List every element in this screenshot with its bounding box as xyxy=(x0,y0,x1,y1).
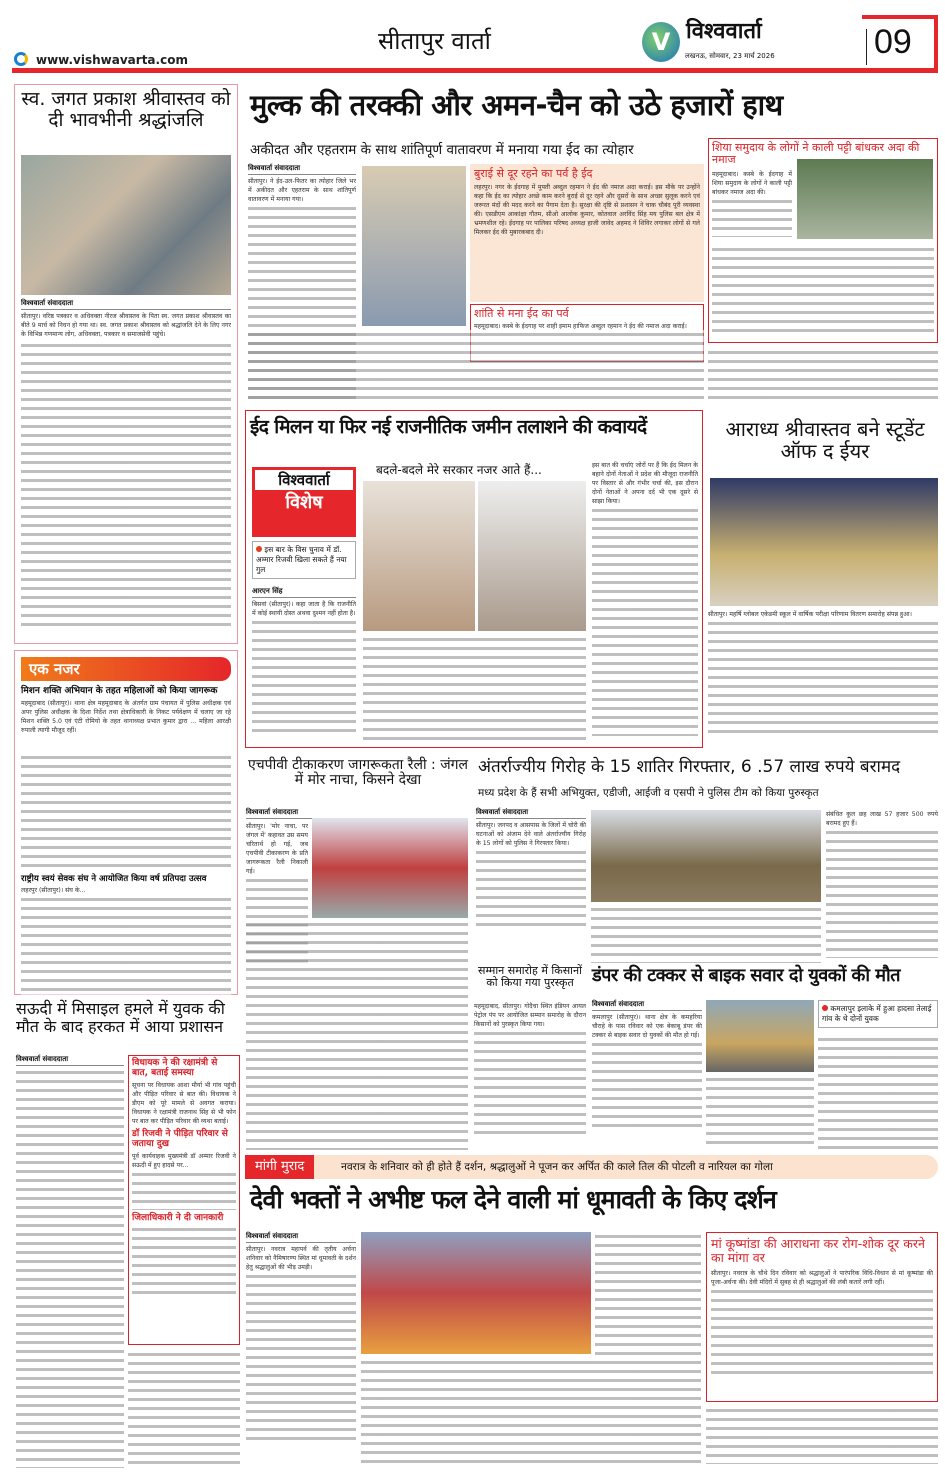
eid-children-photo xyxy=(362,166,466,326)
box-title: बुराई से दूर रहने का पर्व है ईद xyxy=(474,167,593,180)
page-number: 09 xyxy=(874,23,912,61)
article-body-text xyxy=(474,1029,586,1134)
hpv-lead: सीतापुर। 'मोर नाचा, पर जंगल में' कहावत उस समय चरितार्थ हो गई, जब एचपीवी टीकाकरण के प्रति जागरूकता रैली निकाली गई। xyxy=(246,823,308,875)
article-body-text xyxy=(826,828,938,958)
article-body-text xyxy=(712,245,934,335)
gang-subhead: मध्य प्रदेश के हैं सभी अभियुक्त, एडीजी, आईजी व एसपी ने पुलिस टीम को किया पुरुस्कृत xyxy=(478,787,819,799)
sidebar-title: डॉ रिजवी ने पीड़ित परिवार से जताया दुख xyxy=(132,1128,228,1149)
article-body-text xyxy=(706,1406,938,1464)
dumper-lead: कमलापुर (सीतापुर)। थाना क्षेत्र के कमहरिया चौराहे के पास रविवार को एक बेकाबू डंपर की टक्कर से बाइक सवार दो युवकों की मौत हो गई। xyxy=(592,1014,702,1039)
murad-strip xyxy=(245,1155,938,1179)
sidebar-text: सूचना पर विधायक आशा मौर्या भी गांव पहुंची और पीड़ित परिवार से बात की। विधायक ने डीएम को पूरे मामले से अवगत कराया। विधायक ने रक्षामंत्री राजनाथ सिंह से भी फोन पर बात कर पीड़ित परिवार की व्यथा बताई। xyxy=(132,1081,236,1125)
box-text: लहरपुर। नगर के ईदगाह में मुफ्ती अब्दुल रहमान ने ईद की नमाज अदा कराई। इस मौके पर उन्होंने कहा कि ईद का त्योहार अच्छे काम करने बुराई से दूर रहने और दूसरों के साथ अच्छा सुलूक करने एवं जरूरत मंदों की मदद करने का पैगाम देता है। सुरक्षा की दृष्टि से प्रशासन ने चाक चौबंद पूरी व्यवस्था की। एसडीएम आकांक्षा गौतम, सीओ आलोक कुमार, कोतवाल अरविंद सिंह मय पुलिस बल क्षेत्र में भ्रमणशील रहे। ईदगाह पर पालिका परिषद अध्यक्ष हाजी जावेद अहमद ने शिविर लगाकर लोगों से गले मिलकर ईद की मुबारकबाद दी। xyxy=(474,184,700,237)
shia-article xyxy=(708,138,938,343)
tribute-lead: सीतापुर। वरिष्ठ पत्रकार व अधिवक्ता नीरज श्रीवास्तव के पिता स्व. जगत प्रकाश श्रीवास्तव का बीते 9 मार्च को निधन हो गया था। स्व. जगत प्रकाश श्रीवास्तव को श्रद्धांजलि देने के लिए नगर के विभिन्न गणमान्य लोग, अधिवक्ता, पत्रकार व समाजसेवी पहुंचे। xyxy=(21,313,231,338)
sidebar-title: विधायक ने की रक्षामंत्री से बात, बताई समस्या xyxy=(132,1058,218,1078)
article-body-text xyxy=(246,920,468,1150)
paper-name: विश्ववार्ता xyxy=(686,19,762,44)
ek-nazar-item-title: राष्ट्रीय स्वयं सेवक संघ ने आयोजित किया वर्ष प्रतिपदा उत्सव xyxy=(21,873,207,884)
dumper-accident-photo xyxy=(706,1000,814,1072)
gang-side-text: संबंधित कुल छह लाख 57 हजार 500 रुपये बरामद हुए हैं। xyxy=(826,811,938,827)
website-url[interactable]: www.vishwavarta.com xyxy=(36,53,188,67)
bullet-text: कमलापुर इलाके में हुआ हादसा तेलाई गांव के थे दोनों युवक xyxy=(822,1004,932,1023)
shia-prayer-photo xyxy=(797,159,933,239)
article-body-text xyxy=(595,1232,701,1357)
box-text: महमूदाबाद। कस्बे के ईदगाह पर शाही इमाम हाफिज अब्दुल रहमान ने ईद की नमाज अदा कराई। xyxy=(474,323,687,331)
eid-headline: मुल्क की तरक्की और अमन-चैन को उठे हजारों हाथ xyxy=(250,88,783,122)
tribute-article xyxy=(14,84,238,644)
dumper-headline: डंपर की टक्कर से बाइक सवार दो युवकों की मौत xyxy=(592,965,900,986)
bullet-dot-icon xyxy=(822,1005,828,1011)
ek-nazar-label: एक नजर xyxy=(21,657,231,681)
article-body-text xyxy=(361,1358,701,1463)
article-body-text xyxy=(246,1272,356,1442)
article-body-text xyxy=(711,1287,933,1377)
eid-box-burai xyxy=(470,164,704,302)
sidebar-title: जिलाधिकारी ने दी जानकारी xyxy=(132,1212,224,1223)
box-title: शांति से मना ईद का पर्व xyxy=(474,307,569,320)
milan-lead: बिसवां (सीतापुर)। कहा जाता है कि राजनीति में कोई स्थायी दोस्त अथवा दुश्मन नहीं होता है। xyxy=(252,601,356,617)
farmers-lead: महमूदाबाद, सीतापुर। गोदैचा स्थित इंडियन आयल पेट्रोल पंप पर आयोजित सम्मान समारोह के दौरान किसानों को पुरस्कृत किया गया। xyxy=(474,1003,586,1028)
article-body-text xyxy=(708,619,938,739)
article-body-text xyxy=(712,197,792,237)
milan-bullet xyxy=(252,541,356,579)
article-body-text xyxy=(21,753,231,871)
special-brand: विश्ववार्ता xyxy=(255,470,353,490)
student-headline: आराध्य श्रीवास्तव बने स्टूडेंट ऑफ द ईयर xyxy=(725,417,925,463)
milan-photo-2 xyxy=(478,481,586,631)
browser-e-icon xyxy=(14,52,28,66)
ek-nazar-item-text: लहरपुर (सीतापुर)। संघ के... xyxy=(21,887,86,895)
murad-headline: देवी भक्तों ने अभीष्ट फल देने वाली मां धूमावती के किए दर्शन xyxy=(250,1185,776,1214)
paper-logo-icon: V xyxy=(642,22,680,62)
eid-lead: सीतापुर। ने ईद-उल-फितर का त्योहार जिले भर में अकीदत और एहतराम के साथ शांतिपूर्ण वातावरण में मनाया गया। xyxy=(248,178,356,203)
student-lead: सीतापुर। महर्षि ग्लोबल एकेडमी स्कूल में वार्षिक परीक्षा परिणाम वितरण समारोह संपन्न हुआ। xyxy=(708,611,912,618)
hpv-rally-photo xyxy=(312,818,468,918)
hpv-byline: विश्ववार्ता संवाददाता xyxy=(246,808,466,819)
shia-text: महमूदाबाद। कस्बे के ईदगाह में शिया समुदाय के लोगों ने काली पट्टी बांधकर नमाज अदा की। xyxy=(712,171,792,197)
murad-strip-text: नवरात्र के शनिवार को ही होते हैं दर्शन, श्रद्धालुओं ने पूजन कर अर्पित की काले तिल की पोटली व नारियल का गोला xyxy=(341,1161,773,1173)
murad-label: मांगी मुराद xyxy=(245,1155,314,1179)
milan-byline: आरएन सिंह xyxy=(252,587,356,598)
article-body-text xyxy=(16,1068,124,1468)
article-body-text xyxy=(21,895,231,995)
dateline: लखनऊ, सोमवार, 23 मार्च 2026 xyxy=(685,52,775,60)
masthead xyxy=(0,0,945,72)
gang-police-photo xyxy=(591,810,821,902)
article-body-text xyxy=(706,1075,814,1150)
tribute-headline: स्व. जगत प्रकाश श्रीवास्तव को दी भावभीनी श्रद्धांजलि xyxy=(21,88,231,131)
tribute-photo xyxy=(21,155,231,295)
page-number-box xyxy=(862,15,938,73)
milan-headline: ईद मिलन या फिर नई राजनीतिक जमीन तलाशने की कवायदें xyxy=(250,416,647,438)
article-body-text xyxy=(592,506,698,736)
ek-nazar-item-title: मिशन शक्ति अभियान के तहत महिलाओं को किया जागरूक xyxy=(21,686,218,696)
special-label: विशेष xyxy=(285,492,323,513)
milan-photo-1 xyxy=(363,481,475,631)
milan-column-text: इस बात की चर्चाएं जोरों पर हैं कि ईद मिलन के बहाने दोनों नेताओं ने प्रदेश की मौजूदा राजनीति पर विस्तार से और गंभीर चर्चा की, इस दौरान दोनों नेताओं ने अपना दर्द भी एक दूसरे से साझा किया। xyxy=(592,462,698,505)
milan-article xyxy=(245,410,703,748)
dumper-bullet xyxy=(818,1000,938,1028)
saudi-sidebar-box xyxy=(128,1055,240,1345)
eid-subhead: अकीदत और एहतराम के साथ शांतिपूर्ण वातावरण में मनाया गया ईद का त्योहार xyxy=(250,142,634,158)
article-body-text xyxy=(591,905,821,963)
article-body-text xyxy=(21,341,231,631)
hpv-headline: एचपीवी टीकाकरण जागरूकता रैली : जंगल में मोर नाचा, किसने देखा xyxy=(248,757,468,789)
article-body-text xyxy=(252,618,356,738)
murad-byline: विश्ववार्ता संवाददाता xyxy=(246,1232,356,1243)
bullet-dot-icon xyxy=(256,546,262,552)
sidebar-text: पूर्व कार्यवाहक मुख्यमंत्री डॉ अम्मार रिजवी ने सऊदी में हुए हादसे पर... xyxy=(132,1152,236,1169)
gang-byline: विश्ववार्ता संवाददाता xyxy=(476,808,586,819)
gang-lead: सीतापुर। जनपद व आसपास के जिलों में चोरी की घटनाओं को अंजाम देने वाले अंतर्राज्यीय गिरोह के 15 लोगों को पुलिस ने गिरफ्तार किया। xyxy=(476,822,586,847)
article-body-text xyxy=(708,348,938,402)
article-body-text xyxy=(476,848,586,928)
saudi-byline: विश्ववार्ता संवाददाता xyxy=(16,1055,124,1066)
gang-headline: अंतर्राज्यीय गिरोह के 15 शातिर गिरफ्तार, 6 .57 लाख रुपये बरामद xyxy=(478,757,901,777)
student-award-photo xyxy=(710,478,938,606)
saudi-headline: सऊदी में मिसाइल हमले में युवक की मौत के बाद हरकत में आया प्रशासन xyxy=(16,999,225,1036)
murad-lead: सीतापुर। नवरात्र महापर्व की तृतीय अर्चना शनिवार को नैमिषारण्य स्थित मां धूमावती के दर्शन हेतु श्रद्धालुओं की भीड़ उमड़ी। xyxy=(246,1246,356,1271)
farmers-headline: सम्मान समारोह में किसानों को किया गया पुरस्कृत xyxy=(478,964,582,990)
article-body-text xyxy=(248,330,704,402)
kushmanda-article xyxy=(706,1232,938,1402)
tribute-byline: विश्ववार्ता संवाददाता xyxy=(21,299,231,310)
section-title: सीतापुर वार्ता xyxy=(378,27,491,55)
special-badge xyxy=(252,467,356,537)
article-body-text xyxy=(132,1170,236,1210)
dumper-byline: विश्ववार्ता संवाददाता xyxy=(592,1000,702,1011)
article-body-text xyxy=(592,1040,702,1130)
dhumavati-temple-photo xyxy=(361,1232,591,1354)
article-body-text xyxy=(818,1035,938,1150)
shia-headline: शिया समुदाय के लोगों ने काली पट्टी बांधकर अदा की नमाज xyxy=(712,141,920,167)
article-body-text xyxy=(128,1350,240,1465)
article-body-text xyxy=(132,1225,236,1295)
ek-nazar-section xyxy=(14,650,238,995)
bullet-text: इस बार के विस चुनाव में डॉ. अम्मार रिजवी खिला सकते हैं नया गुल xyxy=(256,545,347,574)
article-body-text xyxy=(363,635,586,743)
kushmanda-headline: मां कूष्मांडा की आराधना कर रोग-शोक दूर करने का मांगा वर xyxy=(711,1236,925,1265)
header-rule xyxy=(12,68,938,73)
milan-subhead: बदले-बदले मेरे सरकार नजर आते हैं... xyxy=(376,463,542,477)
kushmanda-lead: सीतापुर। नवरात्र के चौथे दिन रविवार को श्रद्धालुओं ने पारंपरिक विधि-विधान से मां कूष्मांडा की पूजा-अर्चना की। देवी मंदिरों में सुबह से ही श्रद्धालुओं की लंबी कतारें लगी रहीं। xyxy=(711,1269,933,1286)
eid-byline: विश्ववार्ता संवाददाता xyxy=(248,164,356,175)
ek-nazar-item-text: महमूदाबाद (सीतापुर)। थाना क्षेत्र महमूदाबाद के अंतर्गत ग्राम पंचायत में पुलिस अधीक्षक एवं अपर पुलिस अधीक्षक के दिशा निर्देश तथा क्षेत्राधिकारी के निकट पर्यवेक्षण में चलाए जा रहे मिशन शक्ति 5.0 एवं एंटी रोमियो के तहत थानाध्यक्ष प्रभात कुमार द्वारा ... महिला आरक्षी रुपाली त्यागी मौजूद रहीं। xyxy=(21,699,231,734)
